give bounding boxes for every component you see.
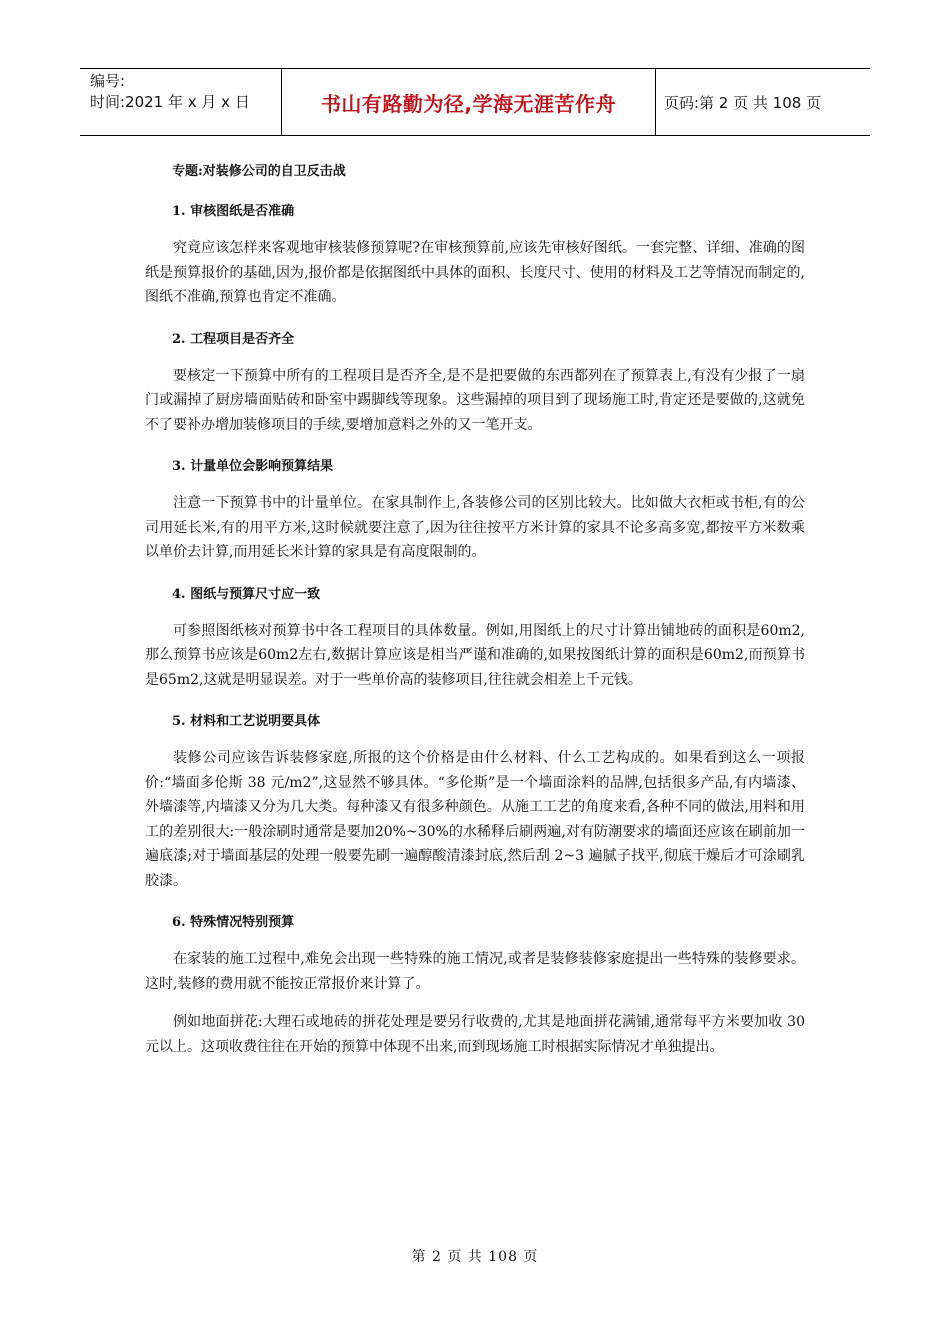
section-heading: 4. 图纸与预算尺寸应一致 — [172, 586, 321, 602]
section-heading: 6. 特殊情况特别预算 — [172, 915, 295, 930]
section-heading: 3. 计量单位会影响预算结果 — [172, 459, 334, 474]
section-heading: 5. 材料和工艺说明要具体 — [172, 714, 321, 729]
document-number-label: 编号: — [90, 72, 126, 90]
section-heading: 1. 审核图纸是否准确 — [172, 204, 295, 219]
document-date: 时间:2021 年 x 月 x 日 — [90, 93, 250, 111]
document-topic: 专题:对装修公司的自卫反击战 — [172, 164, 346, 179]
section-paragraph: 注意一下预算书中的计量单位。在家具制作上,各装修公司的区别比较大。比如做大衣柜或书柜,有的公司用延长米,有的用平方米,这时候就要注意了,因为往往按平方米计算的家具不论多高多宽,都按平方米数乘以单价去计算,而用延长米计算的家具是有高度限制的。 — [145, 495, 805, 560]
section-paragraph: 可参照图纸核对预算书中各工程项目的具体数量。例如,用图纸上的尺寸计算出铺地砖的面积是60m2,那么预算书应该是60m2左右,数据计算应该是相当严谨和准确的,如果按图纸计算的面积是60m2,而预算书是65m2,这就是明显误差。对于一些单价高的装修项目,往往就会相差上千元钱。 — [145, 622, 805, 688]
section-paragraph: 装修公司应该告诉装修家庭,所报的这个价格是由什么材料、什么工艺构成的。如果看到这么一项报价:“墙面多伦斯 38 元/m2”,这显然不够具体。“多伦斯”是一个墙面涂料的品牌,包括很多产品,有内墙漆、外墙漆等,内墙漆又分为几大类。每种漆又有很多种颜色。从施工工艺的角度来看,各种不同的做法,用料和用工的差别很大:一般涂刷时通常是要加20%~30%的水稀释后刷两遍,对有防潮要求的墙面还应该在刷前加一遍底漆;对于墙面基层的处理一般要先刷一遍醇酸清漆封底,然后刮 2~3 遍腻子找平,彻底干燥后才可涂刷乳胶漆。 — [145, 750, 805, 889]
section-paragraph: 要核定一下预算中所有的工程项目是否齐全,是不是把要做的东西都列在了预算表上,有没有少报了一扇门或漏掉了厨房墙面贴砖和卧室中踢脚线等现象。这些漏掉的项目到了现场施工时,肯定还是要做的,这就免不了要补办增加装修项目的手续,要增加意料之外的又一笔开支。 — [145, 367, 805, 433]
section-paragraph: 例如地面拼花:大理石或地砖的拼花处理是要另行收费的,尤其是地面拼花满铺,通常每平方米要加收 30 元以上。这项收费往往在开始的预算中体现不出来,而到现场施工时根据实际情况才单独提出。 — [145, 1014, 805, 1055]
header-meta — [80, 69, 282, 135]
header-page-info: 页码:第 2 页 共 108 页 — [664, 93, 822, 112]
section-paragraph: 究竟应该怎样来客观地审核装修预算呢?在审核预算前,应该先审核好图纸。一套完整、详细、准确的图纸是预算报价的基础,因为,报价都是依据图纸中具体的面积、长度尺寸、使用的材料及工艺等情况而制定的,图纸不准确,预算也肯定不准确。 — [145, 240, 805, 305]
header-motto: 书山有路勤为径,学海无涯苦作舟 — [320, 91, 617, 116]
document-body — [145, 152, 805, 1059]
page-header — [80, 68, 870, 136]
header-motto-cell — [282, 69, 656, 135]
page-footer: 第 2 页 共 108 页 — [411, 1249, 539, 1265]
section-paragraph: 在家装的施工过程中,难免会出现一些特殊的施工情况,或者是装修装修家庭提出一些特殊的装修要求。这时,装修的费用就不能按正常报价来计算了。 — [145, 951, 805, 992]
section-heading: 2. 工程项目是否齐全 — [172, 331, 295, 347]
